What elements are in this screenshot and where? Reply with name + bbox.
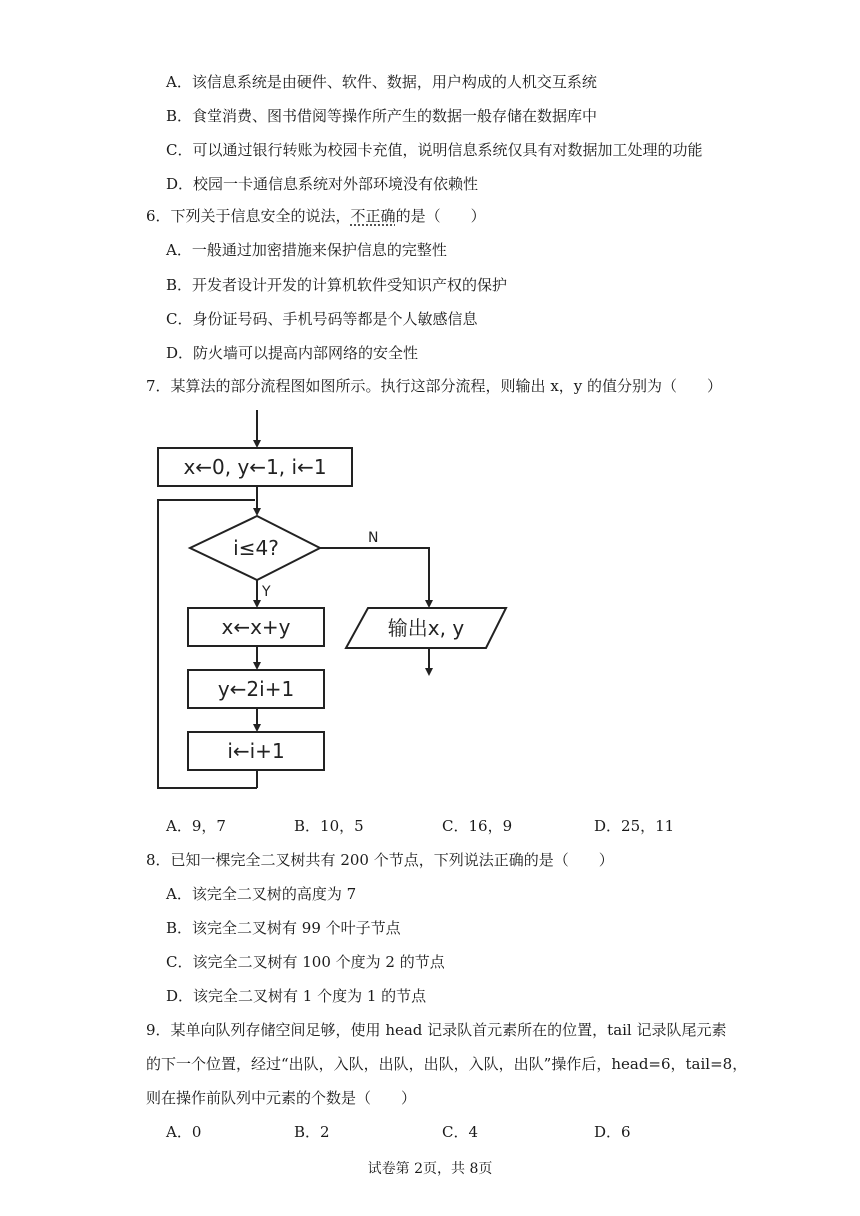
condition-text: i≤4? xyxy=(233,536,279,560)
no-label: N xyxy=(368,530,379,546)
q5-option-d: D．校园一卡通信息系统对外部环境没有依赖性 xyxy=(166,175,479,193)
q9-options xyxy=(166,1122,766,1142)
q6-stem-post: 的是（ ） xyxy=(395,207,486,225)
step2-text: y←2i+1 xyxy=(217,677,295,701)
q9-option-a: A．0 xyxy=(166,1123,202,1141)
q7-option-b: B．10，5 xyxy=(294,817,364,835)
q9-stem-line3: 则在操作前队列中元素的个数是（ ） xyxy=(146,1089,417,1107)
no-branch-arrow xyxy=(320,548,429,604)
q6-stem-emphasis: 不正确 xyxy=(350,207,396,225)
q7-option-a: A．9，7 xyxy=(166,817,226,835)
output-text: 输出x, y xyxy=(387,616,465,640)
q6-stem xyxy=(146,206,486,226)
q9-option-d: D．6 xyxy=(594,1123,631,1141)
q7-option-c: C．16，9 xyxy=(442,817,513,835)
step3-text: i←i+1 xyxy=(227,739,285,763)
q6-option-c: C．身份证号码、手机号码等都是个人敏感信息 xyxy=(166,310,478,328)
init-text: x←0, y←1, i←1 xyxy=(183,455,327,479)
step1-text: x←x+y xyxy=(221,615,291,639)
q5-option-c: C．可以通过银行转账为校园卡充值，说明信息系统仅具有对数据加工处理的功能 xyxy=(166,141,703,159)
q6-stem-pre: 6．下列关于信息安全的说法， xyxy=(146,207,351,225)
q6-option-d: D．防火墙可以提高内部网络的安全性 xyxy=(166,344,419,362)
q8-option-c: C．该完全二叉树有 100 个度为 2 的节点 xyxy=(166,953,445,971)
flowchart xyxy=(150,410,520,800)
q5-option-b: B．食堂消费、图书借阅等操作所产生的数据一般存储在数据库中 xyxy=(166,107,598,125)
q6-option-a: A．一般通过加密措施来保护信息的完整性 xyxy=(166,241,447,259)
q8-option-d: D．该完全二叉树有 1 个度为 1 的节点 xyxy=(166,987,427,1005)
q9-stem-line1: 9．某单向队列存储空间足够，使用 head 记录队首元素所在的位置，tail 记录队尾元素 xyxy=(146,1021,727,1039)
q6-option-b: B．开发者设计开发的计算机软件受知识产权的保护 xyxy=(166,276,508,294)
q9-option-b: B．2 xyxy=(294,1123,330,1141)
q5-option-a: A．该信息系统是由硬件、软件、数据，用户构成的人机交互系统 xyxy=(166,73,597,91)
q7-options xyxy=(166,816,766,836)
yes-label: Y xyxy=(262,584,271,600)
page-footer: 试卷第 2页，共 8页 xyxy=(367,1161,493,1177)
q9-stem-line2: 的下一个位置，经过“出队，入队，出队，出队，入队，出队”操作后，head=6，tail=8， xyxy=(146,1055,748,1073)
q8-option-b: B．该完全二叉树有 99 个叶子节点 xyxy=(166,919,401,937)
q7-option-d: D．25，11 xyxy=(594,817,675,835)
q8-option-a: A．该完全二叉树的高度为 7 xyxy=(166,885,357,903)
q9-option-c: C．4 xyxy=(442,1123,479,1141)
q8-stem: 8．已知一棵完全二叉树共有 200 个节点，下列说法正确的是（ ） xyxy=(146,851,614,869)
q7-stem: 7．某算法的部分流程图如图所示。执行这部分流程，则输出 x，y 的值分别为（ ） xyxy=(146,377,723,395)
